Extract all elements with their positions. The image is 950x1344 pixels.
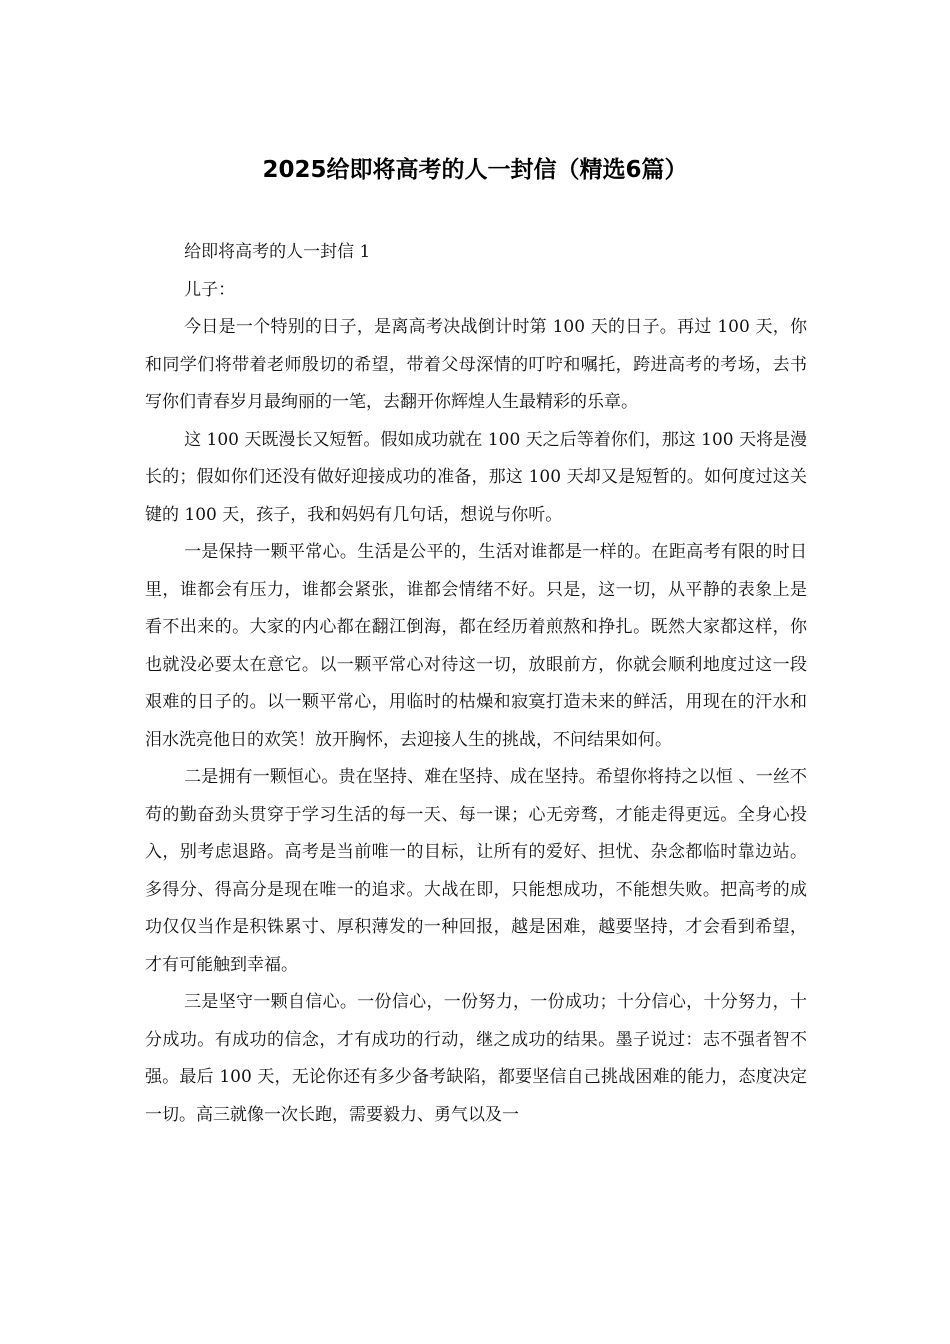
body-paragraph: 一是保持一颗平常心。生活是公平的，生活对谁都是一样的。在距高考有限的时日里，谁都会有压力，谁都会紧张，谁都会情绪不好。只是，这一切，从平静的表象上是看不出来的。大家的内心都在翻江倒海，都在经历着煎熬和挣扎。既然大家都这样，你也就没必要太在意它。以一颗平常心对待这一切，放眼前方，你就会顺利地度过这一段艰难的日子的。以一颗平常心，用临时的枯燥和寂寞打造未来的鲜活，用现在的汗水和泪水洗亮他日的欢笑！放开胸怀，去迎接人生的挑战，不问结果如何。 — [145, 542, 807, 750]
body-paragraph: 今日是一个特别的日子，是离高考决战倒计时第 100 天的日子。再过 100 天，你和同学们将带着老师殷切的希望，带着父母深情的叮咛和嘱托，跨进高考的考场，去书写你们青春岁月最绚丽的一笔，去翻开你辉煌人生最精彩的乐章。 — [145, 317, 807, 412]
document-body — [145, 234, 807, 1134]
section-heading: 给即将高考的人一封信 1 — [184, 242, 371, 262]
salutation: 儿子： — [184, 279, 236, 300]
body-paragraph: 二是拥有一颗恒心。贵在坚持、难在坚持、成在坚持。希望你将持之以恒 、一丝不苟的勤奋劲头贯穿于学习生活的每一天、每一课；心无旁骛，才能走得更远。全身心投入，别考虑退路。高考是当前唯一的目标，让所有的爱好、担忧、杂念都临时靠边站。多得分、得高分是现在唯一的追求。大战在即，只能想成功，不能想失败。把高考的成功仅仅当作是积铢累寸、厚积薄发的一种回报，越是困难，越要坚持，才会看到希望，才有可能触到幸福。 — [145, 767, 807, 975]
document-title: 2025给即将高考的人一封信（精选6篇） — [262, 157, 688, 183]
body-paragraph: 这 100 天既漫长又短暂。假如成功就在 100 天之后等着你们，那这 100 天将是漫长的；假如你们还没有做好迎接成功的准备，那这 100 天却又是短暂的。如何度过这关键的 100 天，孩子，我和妈妈有几句话，想说与你听。 — [145, 429, 807, 525]
body-paragraph: 三是坚守一颗自信心。一份信心，一份努力，一份成功；十分信心，十分努力，十分成功。有成功的信念，才有成功的行动，继之成功的结果。墨子说过：志不强者智不强。最后 100 天，无论你还有多少备考缺陷，都要坚信自己挑战困难的能力，态度决定一切。高三就像一次长跑，需要毅力、勇气以及一 — [145, 992, 807, 1125]
